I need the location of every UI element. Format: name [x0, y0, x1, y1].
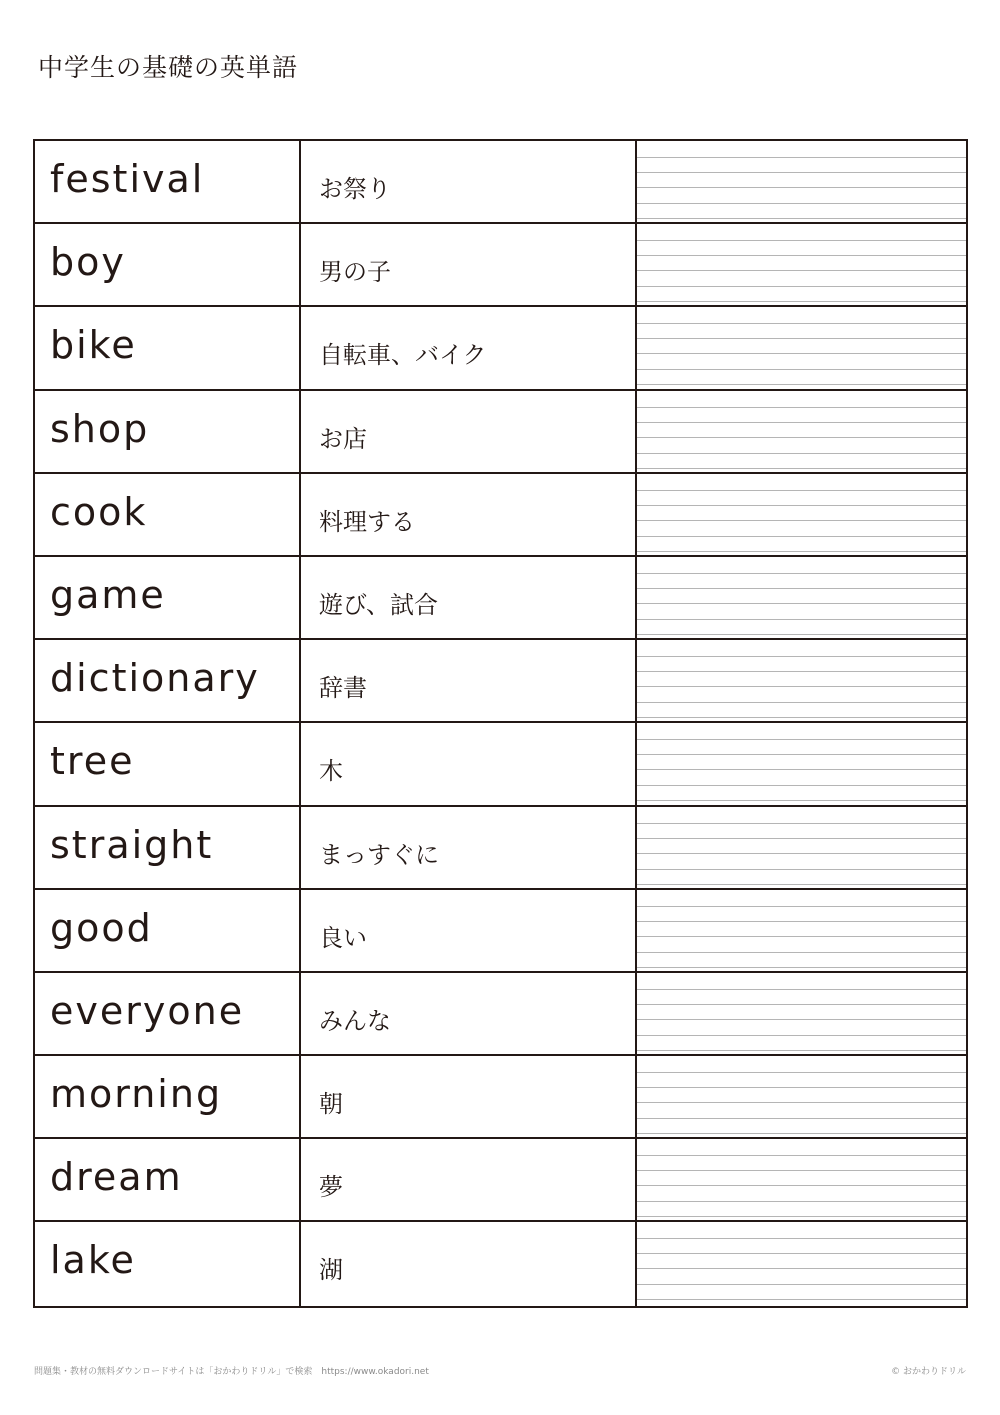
japanese-meaning: まっすぐに: [301, 807, 637, 888]
guide-line: [637, 255, 966, 256]
writing-practice-area[interactable]: [637, 807, 966, 888]
guide-line: [637, 1185, 966, 1186]
table-row: [35, 1222, 966, 1305]
guide-line: [637, 338, 966, 339]
guide-line: [637, 619, 966, 620]
english-word: festival: [35, 141, 301, 222]
writing-practice-area[interactable]: [637, 723, 966, 804]
english-word: everyone: [35, 973, 301, 1054]
guide-line: [637, 551, 966, 552]
english-word: boy: [35, 224, 301, 305]
writing-practice-area[interactable]: [637, 973, 966, 1054]
guide-line: [637, 157, 966, 158]
guide-line: [637, 936, 966, 937]
guide-line: [637, 884, 966, 885]
table-row: [35, 307, 966, 390]
english-word: dictionary: [35, 640, 301, 721]
guide-line: [637, 407, 966, 408]
guide-line: [637, 1299, 966, 1300]
japanese-meaning: 木: [301, 723, 637, 804]
guide-line: [637, 785, 966, 786]
guide-line: [637, 588, 966, 589]
table-row: [35, 890, 966, 973]
guide-line: [637, 800, 966, 801]
japanese-meaning: みんな: [301, 973, 637, 1054]
page-title: 中学生の基礎の英単語: [38, 53, 299, 82]
guide-line: [637, 1268, 966, 1269]
writing-practice-area[interactable]: [637, 224, 966, 305]
guide-line: [637, 634, 966, 635]
writing-practice-area[interactable]: [637, 640, 966, 721]
guide-line: [637, 739, 966, 740]
japanese-meaning: お祭り: [301, 141, 637, 222]
table-row: [35, 474, 966, 557]
guide-line: [637, 270, 966, 271]
japanese-meaning: 湖: [301, 1222, 637, 1305]
guide-line: [637, 769, 966, 770]
guide-line: [637, 1102, 966, 1103]
english-word: game: [35, 557, 301, 638]
writing-practice-area[interactable]: [637, 1139, 966, 1220]
guide-line: [637, 301, 966, 302]
english-word: tree: [35, 723, 301, 804]
guide-line: [637, 1072, 966, 1073]
guide-line: [637, 573, 966, 574]
japanese-meaning: 夢: [301, 1139, 637, 1220]
writing-practice-area[interactable]: [637, 890, 966, 971]
table-row: [35, 973, 966, 1056]
japanese-meaning: 自転車、バイク: [301, 307, 637, 388]
guide-line: [637, 952, 966, 953]
english-word: straight: [35, 807, 301, 888]
guide-line: [637, 505, 966, 506]
guide-line: [637, 422, 966, 423]
guide-line: [637, 603, 966, 604]
english-word: cook: [35, 474, 301, 555]
guide-line: [637, 1155, 966, 1156]
guide-line: [637, 1019, 966, 1020]
english-word: good: [35, 890, 301, 971]
guide-line: [637, 989, 966, 990]
guide-line: [637, 536, 966, 537]
writing-practice-area[interactable]: [637, 307, 966, 388]
guide-line: [637, 853, 966, 854]
footer-copyright: © おかわりドリル: [891, 1367, 966, 1377]
guide-line: [637, 1087, 966, 1088]
table-row: [35, 141, 966, 224]
japanese-meaning: 良い: [301, 890, 637, 971]
writing-practice-area[interactable]: [637, 1222, 966, 1305]
guide-line: [637, 869, 966, 870]
guide-line: [637, 1284, 966, 1285]
guide-line: [637, 353, 966, 354]
guide-line: [637, 369, 966, 370]
table-row: [35, 224, 966, 307]
guide-line: [637, 838, 966, 839]
footer-site-note: 問題集・教材の無料ダウンロードサイトは「おかわりドリル」で検索 https://www.okadori.net: [34, 1367, 429, 1377]
guide-line: [637, 1253, 966, 1254]
guide-line: [637, 1170, 966, 1171]
english-word: shop: [35, 391, 301, 472]
guide-line: [637, 671, 966, 672]
guide-line: [637, 240, 966, 241]
guide-line: [637, 1050, 966, 1051]
table-row: [35, 640, 966, 723]
guide-line: [637, 686, 966, 687]
guide-line: [637, 1238, 966, 1239]
guide-line: [637, 286, 966, 287]
english-word: bike: [35, 307, 301, 388]
english-word: morning: [35, 1056, 301, 1137]
guide-line: [637, 906, 966, 907]
guide-line: [637, 490, 966, 491]
guide-line: [637, 384, 966, 385]
japanese-meaning: 遊び、試合: [301, 557, 637, 638]
guide-line: [637, 921, 966, 922]
table-row: [35, 391, 966, 474]
japanese-meaning: 男の子: [301, 224, 637, 305]
guide-line: [637, 172, 966, 173]
vocabulary-table: [33, 139, 968, 1308]
english-word: dream: [35, 1139, 301, 1220]
guide-line: [637, 1216, 966, 1217]
guide-line: [637, 453, 966, 454]
guide-line: [637, 717, 966, 718]
guide-line: [637, 1201, 966, 1202]
guide-line: [637, 203, 966, 204]
english-word: lake: [35, 1222, 301, 1305]
guide-line: [637, 437, 966, 438]
writing-practice-area[interactable]: [637, 1056, 966, 1137]
guide-line: [637, 468, 966, 469]
table-row: [35, 723, 966, 806]
guide-line: [637, 218, 966, 219]
japanese-meaning: お店: [301, 391, 637, 472]
guide-line: [637, 754, 966, 755]
writing-practice-area[interactable]: [637, 557, 966, 638]
guide-line: [637, 1133, 966, 1134]
guide-line: [637, 702, 966, 703]
guide-line: [637, 187, 966, 188]
writing-practice-area[interactable]: [637, 474, 966, 555]
guide-line: [637, 1004, 966, 1005]
writing-practice-area[interactable]: [637, 141, 966, 222]
japanese-meaning: 辞書: [301, 640, 637, 721]
table-row: [35, 807, 966, 890]
japanese-meaning: 料理する: [301, 474, 637, 555]
guide-line: [637, 520, 966, 521]
guide-line: [637, 1118, 966, 1119]
table-row: [35, 1139, 966, 1222]
writing-practice-area[interactable]: [637, 391, 966, 472]
table-row: [35, 1056, 966, 1139]
guide-line: [637, 1035, 966, 1036]
guide-line: [637, 323, 966, 324]
guide-line: [637, 823, 966, 824]
guide-line: [637, 656, 966, 657]
japanese-meaning: 朝: [301, 1056, 637, 1137]
guide-line: [637, 967, 966, 968]
table-row: [35, 557, 966, 640]
